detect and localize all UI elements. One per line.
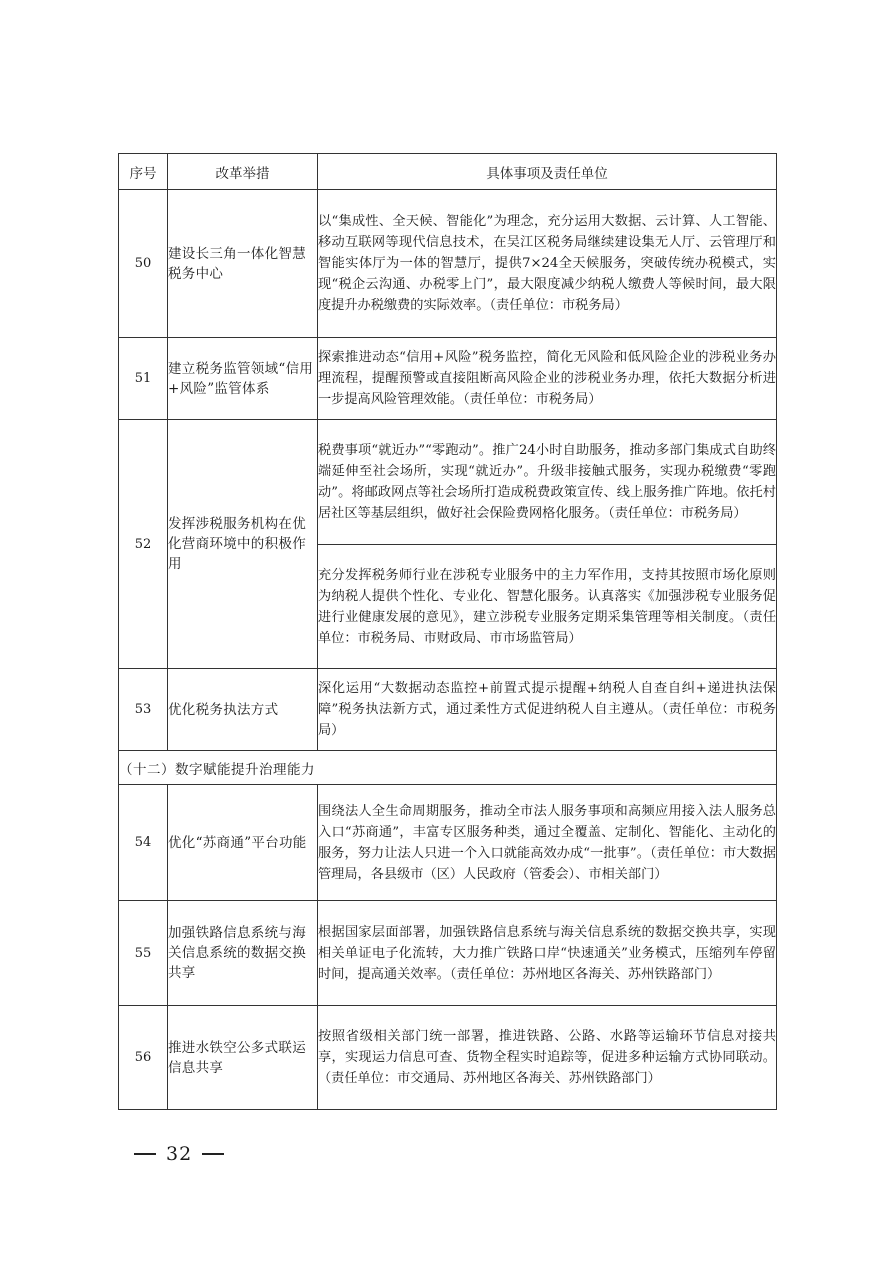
row-number: 50 [119, 190, 168, 338]
section-heading: （十二）数字赋能提升治理能力 [119, 751, 777, 785]
row-detail: 根据国家层面部署，加强铁路信息系统与海关信息系统的数据交换共享，实现相关单证电子化流转，大力推广铁路口岸“快速通关”业务模式，压缩列车停留时间，提高通关效率。（责任单位：苏州地区各海关、苏州铁路部门） [318, 901, 777, 1006]
table-row [119, 190, 777, 338]
row-detail: 以“集成性、全天候、智能化”为理念，充分运用大数据、云计算、人工智能、移动互联网等现代信息技术，在吴江区税务局继续建设集无人厅、云管理厅和智能实体厅为一体的智慧厅，提供7×24全天候服务，突破传统办税模式，实现“税企云沟通、办税零上门”，最大限度减少纳税人缴费人等候时间，最大限度提升办税缴费的实际效率。（责任单位：市税务局） [318, 190, 777, 338]
reform-measures-table [118, 153, 777, 1110]
page-number-left-dash [134, 1153, 156, 1154]
row-number: 51 [119, 338, 168, 420]
table-row [119, 338, 777, 420]
page-number [134, 1143, 224, 1165]
table-row [119, 420, 777, 545]
header-details: 具体事项及责任单位 [318, 154, 777, 190]
row-detail: 探索推进动态“信用+风险”税务监控，简化无风险和低风险企业的涉税业务办理流程，提醒预警或直接阻断高风险企业的涉税业务办理，依托大数据分析进一步提高风险管理效能。（责任单位：市税务局） [318, 338, 777, 420]
row-number: 52 [119, 420, 168, 669]
row-number: 54 [119, 785, 168, 901]
row-measure: 发挥涉税服务机构在优化营商环境中的积极作用 [168, 420, 318, 669]
row-measure: 加强铁路信息系统与海关信息系统的数据交换共享 [168, 901, 318, 1006]
table-row [119, 1006, 777, 1110]
page-number-right-dash [202, 1153, 224, 1154]
row-measure: 优化“苏商通”平台功能 [168, 785, 318, 901]
table-row [119, 785, 777, 901]
row-detail: 按照省级相关部门统一部署，推进铁路、公路、水路等运输环节信息对接共享，实现运力信息可查、货物全程实时追踪等，促进多种运输方式协同联动。（责任单位：市交通局、苏州地区各海关、苏州铁路部门） [318, 1006, 777, 1110]
table-row [119, 669, 777, 751]
row-number: 53 [119, 669, 168, 751]
row-detail: 深化运用“大数据动态监控+前置式提示提醒+纳税人自查自纠+递进执法保障”税务执法新方式，通过柔性方式促进纳税人自主遵从。（责任单位：市税务局） [318, 669, 777, 751]
table-row [119, 901, 777, 1006]
row-measure: 推进水铁空公多式联运信息共享 [168, 1006, 318, 1110]
row-detail: 围绕法人全生命周期服务，推动全市法人服务事项和高频应用接入法人服务总入口“苏商通”，丰富专区服务种类，通过全覆盖、定制化、智能化、主动化的服务，努力让法人只进一个入口就能高效办成“一批事”。（责任单位：市大数据管理局，各县级市（区）人民政府（管委会）、市相关部门） [318, 785, 777, 901]
row-measure: 优化税务执法方式 [168, 669, 318, 751]
header-measure: 改革举措 [168, 154, 318, 190]
row-measure: 建设长三角一体化智慧税务中心 [168, 190, 318, 338]
row-number: 56 [119, 1006, 168, 1110]
row-measure: 建立税务监管领域“信用+风险”监管体系 [168, 338, 318, 420]
row-number: 55 [119, 901, 168, 1006]
row-detail: 充分发挥税务师行业在涉税专业服务中的主力军作用，支持其按照市场化原则为纳税人提供个性化、专业化、智慧化服务。认真落实《加强涉税专业服务促进行业健康发展的意见》，建立涉税专业服务定期采集管理等相关制度。（责任单位：市税务局、市财政局、市市场监管局） [318, 545, 777, 669]
row-detail: 税费事项“就近办”“零跑动”。推广24小时自助服务，推动多部门集成式自助终端延伸至社会场所，实现“就近办”。升级非接触式服务，实现办税缴费“零跑动”。将邮政网点等社会场所打造成税费政策宣传、线上服务推广阵地。依托村居社区等基层组织，做好社会保险费网格化服务。（责任单位：市税务局） [318, 420, 777, 545]
header-serial: 序号 [119, 154, 168, 190]
table-header-row [119, 154, 777, 190]
page-number-value: 32 [166, 1143, 193, 1165]
section-row [119, 751, 777, 785]
